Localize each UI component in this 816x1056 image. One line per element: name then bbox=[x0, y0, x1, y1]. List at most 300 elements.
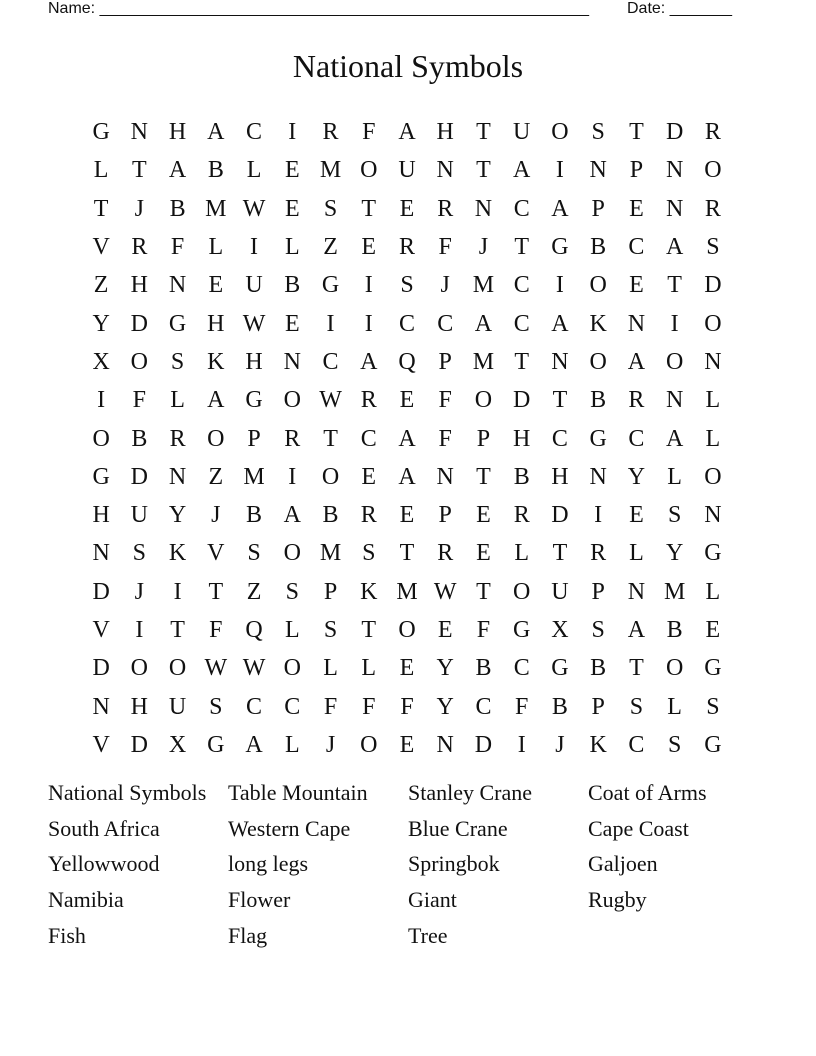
grid-letter[interactable]: L bbox=[705, 578, 721, 605]
grid-letter[interactable]: J bbox=[440, 272, 450, 299]
grid-letter[interactable]: N bbox=[474, 195, 493, 222]
grid-letter[interactable]: N bbox=[283, 348, 301, 375]
grid-letter[interactable]: F bbox=[400, 693, 414, 720]
grid-letter[interactable]: G bbox=[92, 119, 110, 146]
grid-letter[interactable]: L bbox=[246, 157, 262, 184]
grid-letter[interactable]: K bbox=[589, 310, 607, 337]
grid-letter[interactable]: U bbox=[130, 502, 149, 529]
grid-letter[interactable]: S bbox=[667, 731, 682, 758]
grid-letter[interactable]: Z bbox=[208, 463, 224, 490]
grid-letter[interactable]: O bbox=[360, 731, 378, 758]
grid-letter[interactable]: M bbox=[319, 157, 342, 184]
grid-letter[interactable]: L bbox=[667, 463, 682, 490]
grid-letter[interactable]: V bbox=[207, 540, 225, 567]
grid-letter[interactable]: P bbox=[438, 348, 452, 375]
grid-letter[interactable]: I bbox=[173, 578, 182, 605]
grid-letter[interactable]: D bbox=[513, 387, 531, 414]
grid-letter[interactable]: K bbox=[207, 348, 225, 375]
grid-letter[interactable]: P bbox=[438, 502, 452, 529]
grid-letter[interactable]: T bbox=[132, 157, 147, 184]
grid-letter[interactable]: N bbox=[665, 387, 684, 414]
grid-letter[interactable]: G bbox=[321, 272, 340, 299]
grid-letter[interactable]: I bbox=[326, 310, 335, 337]
grid-letter[interactable]: N bbox=[589, 157, 607, 184]
grid-letter[interactable]: O bbox=[283, 655, 301, 682]
grid-letter[interactable]: S bbox=[667, 502, 682, 529]
grid-row bbox=[82, 343, 732, 381]
grid-letter[interactable]: A bbox=[627, 617, 646, 643]
grid-letter[interactable]: R bbox=[628, 387, 645, 414]
grid-letter[interactable]: Z bbox=[323, 234, 338, 261]
grid-letter[interactable]: V bbox=[92, 731, 110, 758]
grid-letter[interactable]: U bbox=[398, 157, 416, 184]
grid-letter[interactable]: R bbox=[398, 234, 415, 261]
grid-letter[interactable]: T bbox=[208, 578, 224, 605]
grid-letter[interactable]: G bbox=[551, 655, 569, 682]
grid-letter[interactable]: L bbox=[208, 234, 224, 261]
grid-letter[interactable]: T bbox=[552, 387, 568, 414]
grid-letter[interactable]: N bbox=[551, 348, 569, 375]
grid-letter[interactable]: H bbox=[436, 119, 454, 146]
grid-letter[interactable]: O bbox=[283, 387, 301, 414]
grid-letter[interactable]: R bbox=[284, 425, 301, 452]
grid-letter[interactable]: I bbox=[555, 272, 564, 299]
grid-letter[interactable]: S bbox=[285, 578, 299, 605]
grid-letter[interactable]: O bbox=[665, 655, 684, 682]
grid-letter[interactable]: Y bbox=[168, 502, 187, 529]
grid-letter[interactable]: S bbox=[706, 234, 720, 261]
grid-letter[interactable]: C bbox=[398, 310, 415, 337]
grid-letter[interactable]: D bbox=[130, 310, 149, 337]
grid-letter[interactable]: F bbox=[476, 617, 491, 643]
grid-letter[interactable]: G bbox=[207, 731, 225, 758]
grid-letter[interactable]: W bbox=[319, 387, 342, 414]
grid-letter[interactable]: T bbox=[514, 348, 530, 375]
grid-letter[interactable]: E bbox=[399, 387, 415, 414]
grid-letter[interactable]: U bbox=[513, 119, 531, 146]
grid-letter[interactable]: L bbox=[284, 234, 300, 261]
grid-letter[interactable]: O bbox=[92, 425, 110, 452]
grid-letter[interactable]: E bbox=[399, 195, 415, 222]
grid-letter[interactable]: D bbox=[704, 272, 722, 299]
grid-letter[interactable]: S bbox=[132, 540, 147, 567]
grid-letter[interactable]: D bbox=[474, 731, 493, 758]
grid-letter[interactable]: N bbox=[436, 463, 454, 490]
grid-letter[interactable]: K bbox=[168, 540, 187, 567]
grid-letter[interactable]: E bbox=[399, 655, 415, 682]
grid-letter[interactable]: F bbox=[438, 387, 452, 414]
grid-letter[interactable]: C bbox=[628, 234, 645, 261]
grid-letter[interactable]: G bbox=[245, 387, 263, 414]
grid-letter[interactable]: D bbox=[665, 119, 684, 146]
grid-letter[interactable]: L bbox=[284, 617, 300, 643]
word-list-item: Cape Coast bbox=[588, 815, 689, 841]
grid-letter[interactable]: P bbox=[591, 578, 605, 605]
grid-letter[interactable]: C bbox=[284, 693, 301, 720]
grid-letter[interactable]: N bbox=[627, 310, 646, 337]
grid-letter[interactable]: E bbox=[629, 502, 644, 529]
grid-letter[interactable]: H bbox=[513, 425, 531, 452]
grid-letter[interactable]: W bbox=[242, 310, 266, 337]
grid-letter[interactable]: C bbox=[628, 731, 645, 758]
grid-letter[interactable]: U bbox=[551, 578, 569, 605]
grid-letter[interactable]: S bbox=[170, 348, 185, 375]
grid-letter[interactable]: G bbox=[513, 617, 531, 643]
grid-letter[interactable]: P bbox=[629, 157, 644, 184]
grid-letter[interactable]: B bbox=[590, 234, 607, 261]
grid-letter[interactable]: A bbox=[207, 387, 225, 414]
grid-letter[interactable]: O bbox=[704, 157, 722, 184]
grid-letter[interactable]: I bbox=[670, 310, 679, 337]
grid-letter[interactable]: P bbox=[591, 195, 605, 222]
grid-letter[interactable]: H bbox=[168, 119, 187, 146]
grid-letter[interactable]: J bbox=[134, 195, 145, 222]
grid-letter[interactable]: H bbox=[551, 463, 569, 490]
grid-letter[interactable]: T bbox=[552, 540, 568, 567]
grid-letter[interactable]: K bbox=[589, 731, 607, 758]
grid-letter[interactable]: T bbox=[170, 617, 185, 643]
grid-letter[interactable]: Y bbox=[436, 693, 454, 720]
grid-letter[interactable]: J bbox=[478, 234, 489, 261]
grid-letter[interactable]: S bbox=[247, 540, 261, 567]
grid-letter[interactable]: S bbox=[591, 119, 605, 146]
grid-letter[interactable]: H bbox=[207, 310, 225, 337]
grid-letter[interactable]: E bbox=[399, 502, 415, 529]
grid-letter[interactable]: X bbox=[168, 731, 187, 758]
grid-letter[interactable]: H bbox=[245, 348, 263, 375]
grid-letter[interactable]: D bbox=[92, 578, 110, 605]
grid-letter[interactable]: M bbox=[663, 578, 686, 605]
grid-letter[interactable]: N bbox=[130, 119, 149, 146]
grid-letter[interactable]: F bbox=[438, 425, 452, 452]
grid-letter[interactable]: B bbox=[322, 502, 339, 529]
grid-letter[interactable]: X bbox=[551, 617, 569, 643]
grid-letter[interactable]: L bbox=[514, 540, 530, 567]
grid-letter[interactable]: M bbox=[205, 195, 227, 222]
grid-letter[interactable]: J bbox=[325, 731, 336, 758]
grid-letter[interactable]: G bbox=[589, 425, 607, 452]
grid-letter[interactable]: C bbox=[513, 310, 530, 337]
grid-letter[interactable]: A bbox=[665, 234, 684, 261]
grid-letter[interactable]: O bbox=[321, 463, 340, 490]
grid-letter[interactable]: W bbox=[204, 655, 228, 682]
grid-letter[interactable]: F bbox=[515, 693, 529, 720]
grid-letter[interactable]: Z bbox=[246, 578, 262, 605]
grid-letter[interactable]: F bbox=[362, 119, 376, 146]
grid-row bbox=[82, 266, 732, 304]
grid-letter[interactable]: E bbox=[361, 463, 377, 490]
grid-letter[interactable]: R bbox=[360, 387, 377, 414]
grid-letter[interactable]: L bbox=[629, 540, 644, 567]
grid-letter[interactable]: R bbox=[437, 195, 454, 222]
grid-letter[interactable]: P bbox=[591, 693, 605, 720]
grid-letter[interactable]: S bbox=[706, 693, 720, 720]
grid-letter[interactable]: I bbox=[364, 272, 373, 299]
grid-letter[interactable]: F bbox=[438, 234, 452, 261]
grid-letter[interactable]: P bbox=[247, 425, 261, 452]
grid-letter[interactable]: O bbox=[360, 157, 378, 184]
grid-letter[interactable]: Y bbox=[436, 655, 454, 682]
grid-letter[interactable]: I bbox=[135, 617, 144, 643]
grid-letter[interactable]: U bbox=[245, 272, 263, 299]
grid-letter[interactable]: F bbox=[323, 693, 338, 720]
grid-letter[interactable]: I bbox=[364, 310, 373, 337]
grid-letter[interactable]: T bbox=[361, 195, 377, 222]
grid-letter[interactable]: G bbox=[704, 731, 722, 758]
grid-letter[interactable]: W bbox=[433, 578, 457, 605]
grid-letter[interactable]: O bbox=[130, 655, 149, 682]
grid-letter[interactable]: N bbox=[168, 272, 187, 299]
grid-letter[interactable]: Y bbox=[92, 310, 110, 337]
grid-letter[interactable]: A bbox=[398, 463, 416, 490]
grid-letter[interactable]: C bbox=[360, 425, 377, 452]
grid-letter[interactable]: G bbox=[168, 310, 187, 337]
grid-letter[interactable]: F bbox=[170, 234, 185, 261]
grid-letter[interactable]: G bbox=[551, 234, 569, 261]
grid-letter[interactable]: B bbox=[169, 195, 186, 222]
grid-letter[interactable]: T bbox=[361, 617, 377, 643]
grid-letter[interactable]: L bbox=[93, 157, 109, 184]
grid-letter[interactable]: O bbox=[474, 387, 493, 414]
grid-letter[interactable]: Y bbox=[627, 463, 646, 490]
grid-letter[interactable]: G bbox=[92, 463, 110, 490]
grid-letter[interactable]: A bbox=[245, 731, 263, 758]
grid-letter[interactable]: B bbox=[551, 693, 568, 720]
grid-letter[interactable]: I bbox=[288, 119, 297, 146]
grid-letter[interactable]: R bbox=[590, 540, 607, 567]
grid-letter[interactable]: J bbox=[211, 502, 221, 529]
grid-letter[interactable]: S bbox=[591, 617, 605, 643]
grid-letter[interactable]: N bbox=[92, 540, 110, 567]
grid-letter[interactable]: L bbox=[705, 425, 721, 452]
grid-letter[interactable]: E bbox=[629, 272, 644, 299]
grid-letter[interactable]: E bbox=[705, 617, 721, 643]
grid-letter[interactable]: C bbox=[513, 272, 530, 299]
grid-letter[interactable]: E bbox=[399, 731, 415, 758]
word-list-item: Western Cape bbox=[228, 815, 351, 841]
grid-letter[interactable]: E bbox=[284, 310, 300, 337]
grid-letter[interactable]: E bbox=[476, 540, 491, 567]
grid-letter[interactable]: H bbox=[92, 502, 110, 529]
grid-letter[interactable]: E bbox=[437, 617, 453, 643]
grid-letter[interactable]: F bbox=[362, 693, 376, 720]
grid-letter[interactable]: J bbox=[134, 578, 145, 605]
grid-letter[interactable]: A bbox=[551, 195, 569, 222]
grid-letter[interactable]: C bbox=[322, 348, 339, 375]
grid-letter[interactable]: R bbox=[360, 502, 377, 529]
grid-letter[interactable]: T bbox=[629, 119, 644, 146]
grid-letter[interactable]: T bbox=[514, 234, 530, 261]
grid-letter[interactable]: U bbox=[168, 693, 187, 720]
grid-letter[interactable]: B bbox=[590, 387, 607, 414]
grid-letter[interactable]: I bbox=[594, 502, 603, 529]
grid-letter[interactable]: B bbox=[284, 272, 301, 299]
grid-letter[interactable]: M bbox=[396, 578, 418, 605]
word-list-item: Blue Crane bbox=[408, 815, 508, 841]
grid-letter[interactable]: O bbox=[168, 655, 187, 682]
grid-letter[interactable]: F bbox=[132, 387, 147, 414]
grid-letter[interactable]: X bbox=[92, 348, 110, 375]
word-search-grid[interactable] bbox=[82, 113, 732, 764]
grid-letter[interactable]: V bbox=[92, 234, 110, 261]
grid-letter[interactable]: C bbox=[437, 310, 454, 337]
grid-letter[interactable]: B bbox=[246, 502, 263, 529]
grid-letter[interactable]: V bbox=[92, 617, 110, 643]
grid-letter[interactable]: T bbox=[93, 195, 109, 222]
grid-letter[interactable]: O bbox=[551, 119, 569, 146]
grid-letter[interactable]: Q bbox=[398, 348, 416, 375]
grid-letter[interactable]: S bbox=[323, 195, 338, 222]
grid-letter[interactable]: E bbox=[629, 195, 644, 222]
grid-letter[interactable]: K bbox=[360, 578, 378, 605]
grid-letter[interactable]: P bbox=[476, 425, 491, 452]
grid-letter[interactable]: G bbox=[704, 540, 722, 567]
grid-letter[interactable]: A bbox=[474, 310, 493, 337]
grid-letter[interactable]: E bbox=[284, 157, 300, 184]
grid-letter[interactable]: A bbox=[398, 119, 416, 146]
grid-letter[interactable]: A bbox=[513, 157, 531, 184]
grid-letter[interactable]: E bbox=[476, 502, 491, 529]
grid-letter[interactable]: M bbox=[472, 348, 495, 375]
grid-letter[interactable]: O bbox=[283, 540, 301, 567]
grid-letter[interactable]: O bbox=[704, 463, 722, 490]
date-field[interactable]: Date: _______ bbox=[627, 0, 732, 17]
grid-letter[interactable]: T bbox=[667, 272, 682, 299]
grid-letter[interactable]: A bbox=[283, 502, 301, 529]
grid-letter[interactable]: O bbox=[589, 348, 607, 375]
grid-letter[interactable]: D bbox=[130, 731, 149, 758]
grid-letter[interactable]: F bbox=[209, 617, 223, 643]
grid-letter[interactable]: E bbox=[361, 234, 377, 261]
grid-letter[interactable]: O bbox=[704, 310, 722, 337]
grid-letter[interactable]: N bbox=[665, 157, 684, 184]
grid-letter[interactable]: S bbox=[629, 693, 644, 720]
grid-letter[interactable]: A bbox=[360, 348, 378, 375]
grid-letter[interactable]: N bbox=[92, 693, 110, 720]
grid-letter[interactable]: O bbox=[207, 425, 225, 452]
grid-letter[interactable]: S bbox=[400, 272, 414, 299]
grid-letter[interactable]: C bbox=[513, 655, 530, 682]
grid-letter[interactable]: S bbox=[209, 693, 223, 720]
grid-letter[interactable]: M bbox=[472, 272, 495, 299]
grid-letter[interactable]: N bbox=[704, 502, 722, 529]
grid-letter[interactable]: D bbox=[92, 655, 110, 682]
grid-letter[interactable]: M bbox=[243, 463, 265, 490]
grid-letter[interactable]: N bbox=[436, 157, 454, 184]
grid-letter[interactable]: H bbox=[130, 272, 149, 299]
grid-letter[interactable]: R bbox=[513, 502, 530, 529]
grid-letter[interactable]: W bbox=[242, 655, 266, 682]
grid-letter[interactable]: L bbox=[361, 655, 377, 682]
grid-letter[interactable]: A bbox=[207, 119, 225, 146]
grid-letter[interactable]: R bbox=[704, 119, 721, 146]
grid-letter[interactable]: R bbox=[322, 119, 339, 146]
grid-letter[interactable]: C bbox=[628, 425, 645, 452]
worksheet-header bbox=[48, 0, 748, 20]
grid-letter[interactable]: O bbox=[130, 348, 149, 375]
word-list-item: Flower bbox=[228, 887, 291, 913]
grid-letter[interactable]: D bbox=[551, 502, 569, 529]
grid-letter[interactable]: S bbox=[323, 617, 338, 643]
grid-letter[interactable]: R bbox=[437, 540, 454, 567]
grid-letter[interactable]: N bbox=[589, 463, 607, 490]
grid-letter[interactable]: N bbox=[627, 578, 646, 605]
grid-letter[interactable]: B bbox=[590, 655, 607, 682]
grid-letter[interactable]: C bbox=[246, 693, 263, 720]
grid-letter[interactable]: Y bbox=[665, 540, 684, 567]
grid-letter[interactable]: L bbox=[323, 655, 338, 682]
grid-letter[interactable]: T bbox=[399, 540, 415, 567]
grid-letter[interactable]: T bbox=[476, 463, 491, 490]
grid-letter[interactable]: A bbox=[398, 425, 416, 452]
grid-letter[interactable]: N bbox=[168, 463, 187, 490]
grid-letter[interactable]: T bbox=[476, 578, 491, 605]
grid-letter[interactable]: I bbox=[97, 387, 106, 414]
grid-letter[interactable]: N bbox=[436, 731, 454, 758]
grid-letter[interactable]: B bbox=[207, 157, 224, 184]
grid-letter[interactable]: S bbox=[362, 540, 376, 567]
grid-letter[interactable]: R bbox=[169, 425, 186, 452]
grid-letter[interactable]: I bbox=[288, 463, 297, 490]
grid-letter[interactable]: I bbox=[555, 157, 564, 184]
grid-letter[interactable]: R bbox=[704, 195, 721, 222]
grid-letter[interactable]: R bbox=[131, 234, 148, 261]
grid-letter[interactable]: C bbox=[246, 119, 263, 146]
grid-letter[interactable]: I bbox=[250, 234, 259, 261]
grid-letter[interactable]: G bbox=[704, 655, 722, 682]
name-field[interactable]: Name: _______________________________________________________ bbox=[48, 0, 589, 17]
grid-letter[interactable]: A bbox=[168, 157, 187, 184]
grid-letter[interactable]: B bbox=[513, 463, 530, 490]
grid-letter[interactable]: T bbox=[476, 157, 491, 184]
grid-letter[interactable]: O bbox=[513, 578, 531, 605]
grid-letter[interactable]: E bbox=[284, 195, 300, 222]
grid-letter[interactable]: C bbox=[475, 693, 492, 720]
grid-letter[interactable]: E bbox=[208, 272, 224, 299]
word-list-item: Rugby bbox=[588, 887, 647, 913]
grid-letter[interactable]: A bbox=[551, 310, 569, 337]
grid-letter[interactable]: B bbox=[475, 655, 492, 682]
grid-letter[interactable]: Q bbox=[245, 617, 263, 643]
grid-letter[interactable]: C bbox=[513, 195, 530, 222]
grid-letter[interactable]: O bbox=[665, 348, 684, 375]
grid-letter[interactable]: L bbox=[705, 387, 721, 414]
grid-letter[interactable]: N bbox=[704, 348, 722, 375]
grid-letter[interactable]: J bbox=[555, 731, 565, 758]
grid-letter[interactable]: B bbox=[131, 425, 148, 452]
grid-letter[interactable]: H bbox=[130, 693, 149, 720]
grid-letter[interactable]: A bbox=[627, 348, 646, 375]
grid-letter[interactable]: Z bbox=[93, 272, 109, 299]
grid-letter[interactable]: W bbox=[242, 195, 266, 222]
grid-letter[interactable]: T bbox=[476, 119, 491, 146]
grid-letter[interactable]: T bbox=[323, 425, 338, 452]
grid-letter[interactable]: O bbox=[398, 617, 416, 643]
grid-letter[interactable]: A bbox=[665, 425, 684, 452]
grid-letter[interactable]: T bbox=[629, 655, 644, 682]
grid-letter[interactable]: B bbox=[666, 617, 683, 643]
grid-letter[interactable]: C bbox=[551, 425, 568, 452]
grid-letter[interactable]: P bbox=[323, 578, 338, 605]
grid-letter[interactable]: L bbox=[170, 387, 185, 414]
grid-letter[interactable]: D bbox=[130, 463, 149, 490]
grid-letter[interactable]: O bbox=[589, 272, 607, 299]
grid-letter[interactable]: N bbox=[665, 195, 684, 222]
grid-letter[interactable]: L bbox=[667, 693, 682, 720]
grid-letter[interactable]: I bbox=[517, 731, 526, 758]
grid-letter[interactable]: M bbox=[319, 540, 342, 567]
grid-letter[interactable]: L bbox=[284, 731, 300, 758]
